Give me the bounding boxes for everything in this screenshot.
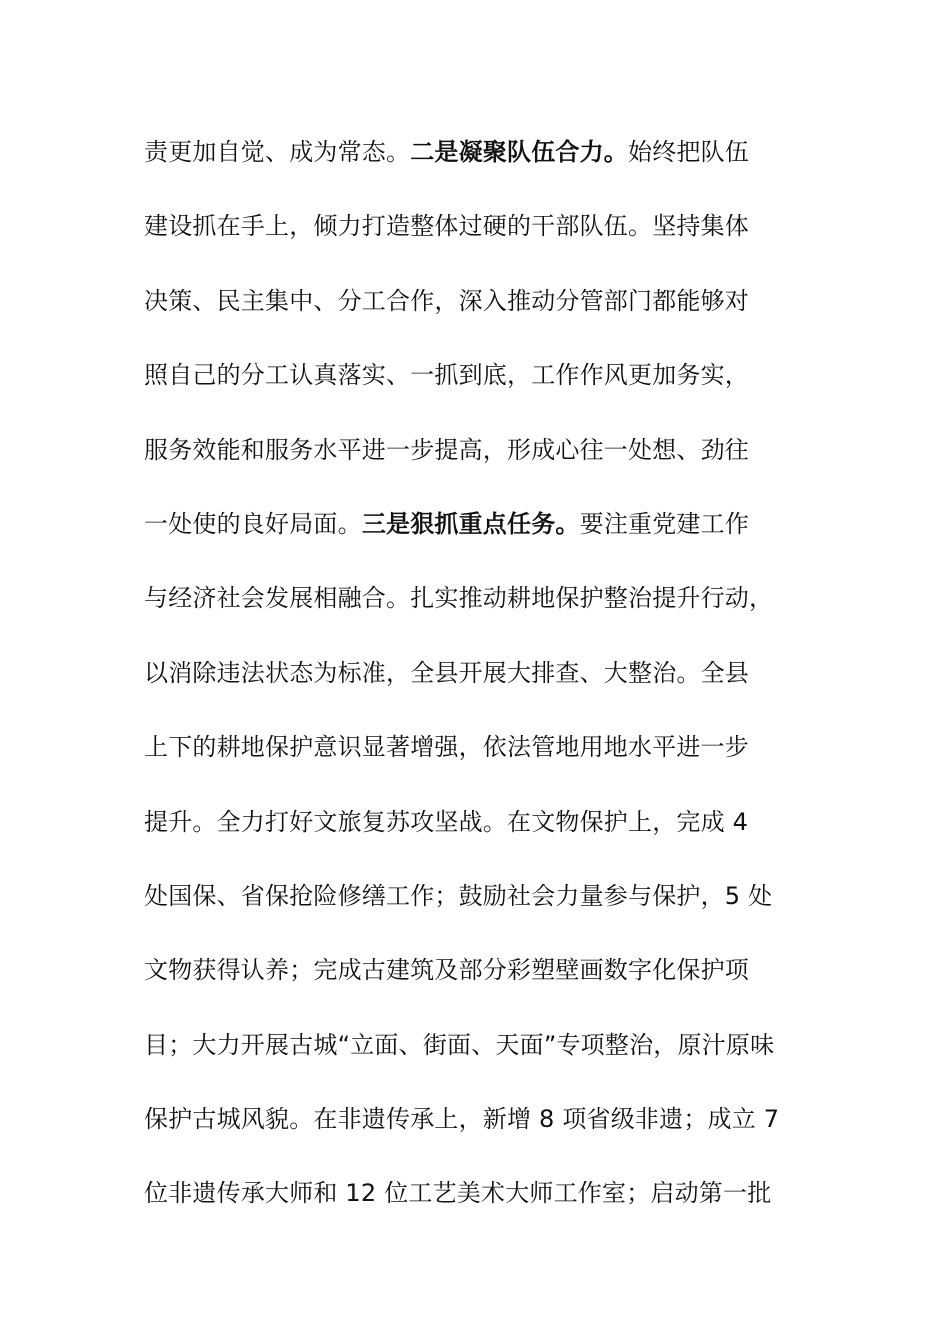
text-segment: 照自己的分工认真落实、一抓到底，工作作风更加务实， [144,361,749,390]
text-segment: 目；大力开展古城“立面、街面、天面”专项整治，原汁原味 [144,1030,775,1059]
text-line-12 [144,942,824,1016]
text-line-11 [144,868,824,942]
text-line-7 [144,570,824,644]
text-line-5 [144,422,824,496]
text-segment: 文物获得认养；完成古建筑及部分彩塑壁画数字化保护项 [144,956,749,985]
text-line-1 [144,124,824,198]
text-line-14 [144,1091,824,1165]
text-segment: 与经济社会发展相融合。扎实推动耕地保护整治提升行动， [144,584,774,613]
text-segment: 服务效能和服务水平进一步提高，形成心往一处想、劲往 [144,435,749,464]
bold-heading-2: 二是凝聚队伍合力。 [410,138,629,166]
text-segment: 决策、民主集中、分工合作，深入推动分管部门都能够对 [144,286,749,315]
text-segment: 提升。全力打好文旅复苏攻坚战。在文物保护上，完成 4 [144,807,749,836]
text-line-3 [144,273,824,347]
text-line-15 [144,1165,824,1239]
text-line-10 [144,794,824,868]
text-line-4 [144,347,824,421]
bold-heading-3: 三是狠抓重点任务。 [361,509,580,538]
text-line-8 [144,645,824,719]
text-segment: 一处使的良好局面。 [144,509,362,538]
text-line-9 [144,719,824,793]
text-segment: 以消除违法状态为标准，全县开展大排查、大整治。全县 [144,658,749,687]
text-line-6 [144,496,824,570]
text-segment: 上下的耕地保护意识显著增强，依法管地用地水平进一步 [144,733,749,762]
body-text [144,124,824,1240]
text-segment: 责更加自觉、成为常态。 [144,138,411,166]
text-segment: 建设抓在手上，倾力打造整体过硬的干部队伍。坚持集体 [144,212,749,241]
text-line-2 [144,198,824,272]
text-segment: 要注重党建工作 [579,509,750,538]
text-segment: 处国保、省保抢险修缮工作；鼓励社会力量参与保护，5 处 [144,881,773,910]
text-segment: 始终把队伍 [628,138,750,166]
text-segment: 位非遗传承大师和 12 位工艺美术大师工作室；启动第一批 [144,1179,772,1208]
text-segment: 保护古城风貌。在非遗传承上，新增 8 项省级非遗；成立 7 [144,1105,780,1134]
text-line-13 [144,1017,824,1091]
